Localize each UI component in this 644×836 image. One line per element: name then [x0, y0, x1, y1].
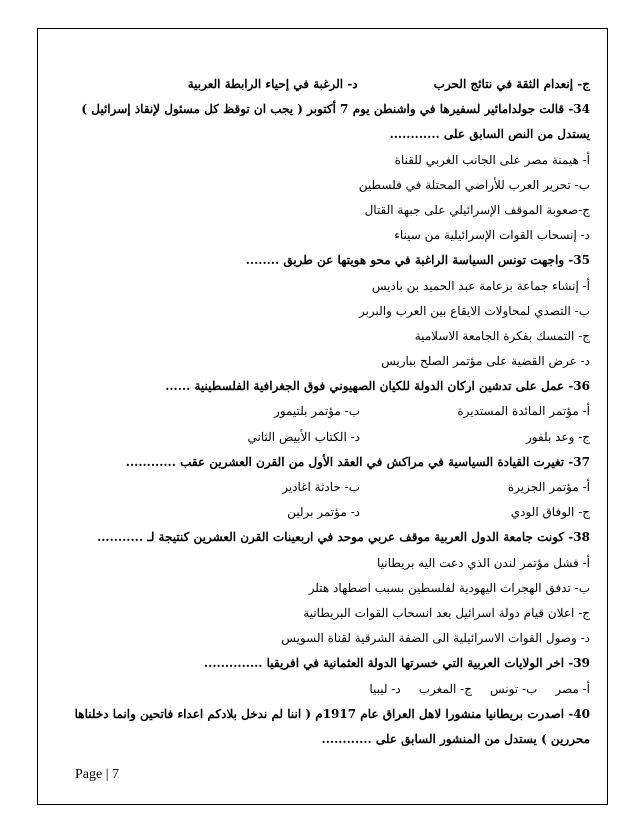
- top-options: [60, 72, 590, 97]
- q38-option-c: ج- اعلان قيام دولة اسرائيل بعد انسحاب القوات البريطانية: [303, 605, 590, 620]
- q34-option-c: ج-صعوبة الموقف الإسرائيلي على جبهة القتال: [364, 202, 590, 217]
- q34-prompt: يستدل من النص السابق على ............: [389, 127, 590, 142]
- q38-question: 38- كونت جامعة الدول العربية موقف عربي موحد في اربعينات القرن العشرين كنتيجة لـ ...........: [97, 530, 590, 545]
- q35-option-d: د- عرض القضية على مؤتمر الصلح بباريس: [381, 354, 590, 369]
- q36-options-row2: [60, 425, 590, 450]
- q39-options: [60, 677, 590, 702]
- q39-option-a: أ- مصر: [555, 681, 590, 696]
- q39-option-d: د- ليبيا: [369, 681, 401, 696]
- q37-option-d: د- مؤتمر برلين: [287, 505, 360, 520]
- q38-option-d: د- وصول القوات الاسرائيلية الى الضفة الشرقية لقناة السويس: [281, 631, 590, 646]
- q35-option-b: ب- التصدي لمحاولات الايقاع بين العرب والبربر: [358, 303, 590, 318]
- q39-question: 39- اخر الولايات العربية التي خسرتها الدولة العثمانية في افريقيا ..............: [203, 656, 590, 671]
- exam-content: [60, 72, 590, 752]
- q34-option-d: د- إنسحاب القوات الإسرائيلية من سيناء: [394, 228, 590, 243]
- q37-option-c: ج- الوفاق الودي: [510, 505, 590, 520]
- q34-option-b: ب- تحرير العرب للأراضي المحتلة في فلسطين: [358, 177, 590, 192]
- q37-option-b: ب- حادثة اغادير: [282, 480, 360, 494]
- q36-option-b: ب- مؤتمر بلتيمور: [274, 404, 360, 419]
- q36-question: 36- عمل على تدشين اركان الدولة للكيان الصهيوني فوق الجغرافية الفلسطينية ......: [165, 379, 590, 394]
- option-c: ج- إنعدام الثقة في نتائج الحرب: [433, 77, 590, 91]
- q38-option-b: ب- تدفق الهجرات اليهودية لفلسطين بسبب اضطهاد هتلر: [308, 580, 590, 595]
- q37-question: 37- تغيرت القيادة السياسية في مراكش في العقد الأول من القرن العشرين عقب ............: [125, 454, 590, 469]
- page-number: Page | 7: [75, 767, 120, 782]
- q35-option-a: أ- إنشاء جماعة بزعامة عبد الحميد بن باديس: [371, 278, 590, 293]
- q34-question: 34- قالت جولدامائير لسفيرها في واشنطن يوم 7 أكتوبر ( يجب ان توقظ كل مسئول لإنقاذ إسرائيل ): [81, 102, 590, 117]
- q37-options-row1: [60, 475, 590, 500]
- q35-option-c: ج- التمسك بفكرة الجامعة الاسلامية: [414, 328, 590, 343]
- q36-option-c: ج- وعد بلفور: [525, 429, 590, 444]
- q36-options-row1: [60, 399, 590, 424]
- q38-option-a: أ- فشل مؤتمر لندن الذي دعت اليه بريطانيا: [377, 555, 590, 570]
- q36-option-a: أ- مؤتمر المائدة المستديرة: [457, 404, 590, 419]
- q34-option-a: أ- هيمنة مصر على الجانب الغربي للقناة: [394, 152, 590, 167]
- q36-option-d: د- الكتاب الأبيض الثاني: [247, 429, 360, 444]
- q39-option-b: ب- تونس: [489, 681, 538, 696]
- q35-question: 35- واجهت تونس السياسة الراغبة في محو هويتها عن طريق ........: [245, 253, 590, 268]
- q37-option-a: أ- مؤتمر الجزيرة: [507, 480, 590, 494]
- q37-options-row2: [60, 500, 590, 525]
- option-d: د- الرغبة في إحياء الرابطة العربية: [187, 77, 358, 91]
- q40-question: 40- اصدرت بريطانيا منشورا لاهل العراق عام 1917م ( اننا لم ندخل بلادكم اعداء فاتحين وانما دخلناها محررين ) يستدل من المنشور السابق على ............: [74, 706, 590, 746]
- q39-option-c: ج- المغرب: [418, 681, 472, 696]
